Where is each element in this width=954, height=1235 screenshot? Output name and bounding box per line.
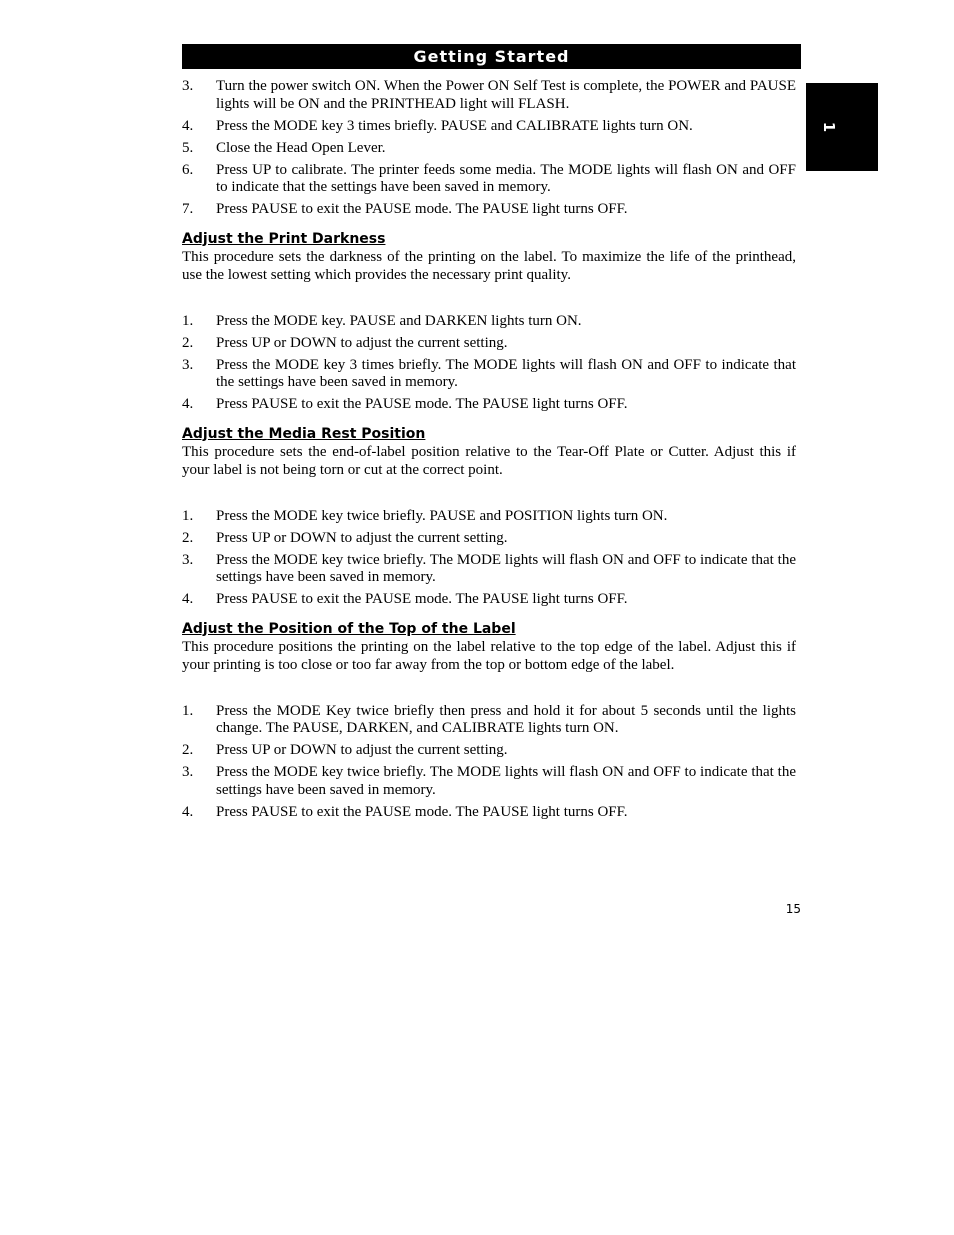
step-text: Press the MODE key 3 times briefly. The MODE lights will flash ON and OFF to indicate that the settings have been saved in memory.: [216, 356, 796, 390]
page-content: [182, 78, 796, 826]
step-number: 3.: [182, 356, 194, 373]
step-number: 7.: [182, 201, 194, 217]
section-heading: Adjust the Position of the Top of the Label: [182, 620, 516, 637]
list-item: [182, 742, 796, 760]
list-item: [182, 313, 796, 331]
page-header-title: Getting Started: [182, 44, 801, 69]
list-item: [182, 764, 796, 799]
step-number: 4.: [182, 803, 194, 820]
step-number: 5.: [182, 139, 194, 156]
section-media-rest-position: [182, 425, 796, 609]
step-text: Press the MODE key 3 times briefly. PAUSE and CALIBRATE lights turn ON.: [216, 117, 693, 134]
step-text: Turn the power switch ON. When the Power ON Self Test is complete, the POWER and PAUSE lights will be ON and the PRINTHEAD light will FLASH.: [216, 78, 796, 112]
list-item: [182, 118, 796, 136]
list-item: [182, 703, 796, 738]
step-number: 1.: [182, 312, 194, 329]
step-number: 2.: [182, 529, 194, 546]
list-item: [182, 140, 796, 158]
list-item: [182, 591, 796, 609]
chapter-tab: [806, 83, 878, 171]
list-item: [182, 552, 796, 587]
page-number: 15: [785, 902, 801, 916]
list-item: [182, 162, 796, 197]
list-item: [182, 335, 796, 353]
section-heading: Adjust the Media Rest Position: [182, 425, 426, 442]
section-heading: Adjust the Print Darkness: [182, 230, 386, 247]
chapter-tab-label: 1: [820, 121, 839, 133]
list-item: [182, 804, 796, 822]
list-item: [182, 396, 796, 414]
list-item: [182, 357, 796, 392]
step-text: Press the MODE key. PAUSE and DARKEN lights turn ON.: [216, 312, 582, 329]
section-description: This procedure sets the darkness of the printing on the label. To maximize the life of the printhead, use the lowest setting which provides the necessary print quality.: [182, 248, 796, 283]
step-text: Press PAUSE to exit the PAUSE mode. The PAUSE light turns OFF.: [216, 396, 628, 412]
section-description: This procedure sets the end-of-label position relative to the Tear-Off Plate or Cutter. Adjust this if your label is not being torn or cut at the correct point.: [182, 443, 796, 478]
section-print-darkness: [182, 230, 796, 414]
step-number: 6.: [182, 161, 194, 178]
step-number: 4.: [182, 591, 194, 607]
section-top-of-label-position: [182, 620, 796, 822]
step-text: Press the MODE key twice briefly. The MODE lights will flash ON and OFF to indicate that the settings have been saved in memory.: [216, 764, 796, 798]
step-number: 4.: [182, 396, 194, 412]
step-number: 4.: [182, 117, 194, 134]
step-text: Press PAUSE to exit the PAUSE mode. The PAUSE light turns OFF.: [216, 591, 628, 607]
intro-step-list: [182, 78, 796, 219]
section-description: This procedure positions the printing on the label relative to the top edge of the label. Adjust this if your printing is too close or too far away from the top or bottom edge of the label.: [182, 638, 796, 673]
step-text: Press UP or DOWN to adjust the current setting.: [216, 529, 508, 546]
step-number: 1.: [182, 702, 194, 719]
list-item: [182, 508, 796, 526]
step-text: Press PAUSE to exit the PAUSE mode. The PAUSE light turns OFF.: [216, 201, 628, 217]
step-text: Press UP or DOWN to adjust the current setting.: [216, 742, 508, 758]
list-item: [182, 201, 796, 219]
step-text: Close the Head Open Lever.: [216, 139, 386, 156]
step-text: Press the MODE key twice briefly. PAUSE and POSITION lights turn ON.: [216, 507, 668, 524]
list-item: [182, 78, 796, 113]
list-item: [182, 530, 796, 548]
step-text: Press the MODE Key twice briefly then press and hold it for about 5 seconds until the lights change. The PAUSE, DARKEN, and CALIBRATE lights turn ON.: [216, 702, 796, 736]
step-number: 3.: [182, 764, 194, 780]
step-number: 2.: [182, 742, 194, 758]
step-number: 3.: [182, 551, 194, 568]
step-text: Press PAUSE to exit the PAUSE mode. The PAUSE light turns OFF.: [216, 803, 628, 820]
step-number: 2.: [182, 334, 194, 351]
step-text: Press UP or DOWN to adjust the current setting.: [216, 334, 508, 351]
step-text: Press UP to calibrate. The printer feeds some media. The MODE lights will flash ON and OFF to indicate that the settings have been saved in memory.: [216, 161, 796, 195]
step-number: 1.: [182, 507, 194, 524]
step-number: 3.: [182, 78, 194, 94]
step-text: Press the MODE key twice briefly. The MODE lights will flash ON and OFF to indicate that the settings have been saved in memory.: [216, 551, 796, 585]
